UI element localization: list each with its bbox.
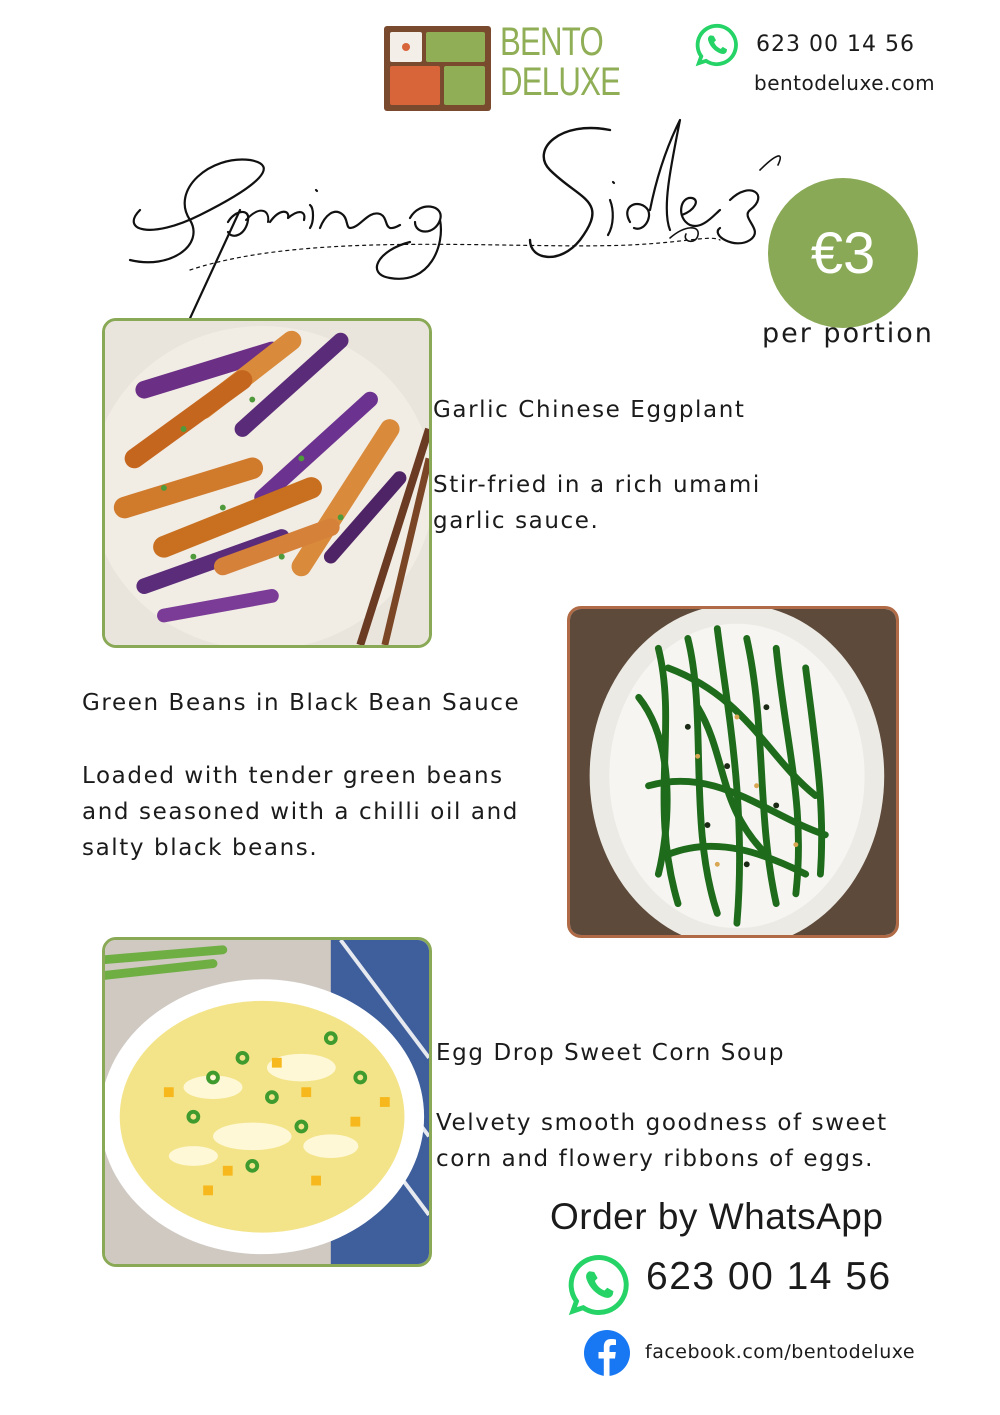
brand-wordmark — [500, 22, 620, 102]
item-3-name: Egg Drop Sweet Corn Soup — [436, 1040, 786, 1066]
item-1-desc-line: garlic sauce. — [433, 508, 600, 534]
price-badge — [768, 178, 918, 328]
item-3-desc-line: corn and flowery ribbons of eggs. — [436, 1146, 875, 1172]
item-2-desc-line: salty black beans. — [82, 835, 319, 861]
logo-cell-rice — [390, 32, 422, 62]
item-1-desc-line: Stir-fried in a rich umami — [433, 472, 761, 498]
contact-phone[interactable]: 623 00 14 56 — [756, 32, 915, 57]
brand-logo-icon — [384, 26, 491, 111]
item-2-desc-line: Loaded with tender green beans — [82, 763, 504, 789]
item-2-name: Green Beans in Black Bean Sauce — [82, 690, 521, 716]
price-amount: €3 — [810, 220, 876, 286]
item-2-desc-line: and seasoned with a chilli oil and — [82, 799, 519, 825]
whatsapp-icon[interactable] — [694, 22, 740, 68]
order-title: Order by WhatsApp — [550, 1196, 884, 1237]
item-3-description — [436, 1105, 888, 1177]
facebook-icon[interactable] — [584, 1330, 630, 1376]
item-3-desc-line: Velvety smooth goodness of sweet — [436, 1110, 888, 1136]
whatsapp-icon[interactable] — [566, 1252, 632, 1318]
price-unit: per portion — [762, 318, 934, 349]
item-1-name: Garlic Chinese Eggplant — [433, 397, 746, 423]
eggplant-photo — [102, 318, 432, 648]
facebook-link[interactable]: facebook.com/bentodeluxe — [645, 1341, 916, 1363]
contact-website[interactable]: bentodeluxe.com — [754, 71, 936, 95]
brand-line-2: DELUXE — [500, 60, 621, 104]
brand-line-1: BENTO — [500, 20, 604, 64]
item-2-description — [82, 758, 519, 866]
corn-soup-photo — [102, 937, 432, 1267]
logo-cell-green — [426, 32, 485, 62]
logo-cell-orange — [390, 66, 440, 105]
page-title — [110, 110, 830, 330]
logo-cell-green-2 — [444, 66, 485, 105]
order-phone[interactable]: 623 00 14 56 — [646, 1255, 892, 1298]
item-1-description — [433, 467, 761, 539]
green-beans-photo — [567, 606, 899, 938]
